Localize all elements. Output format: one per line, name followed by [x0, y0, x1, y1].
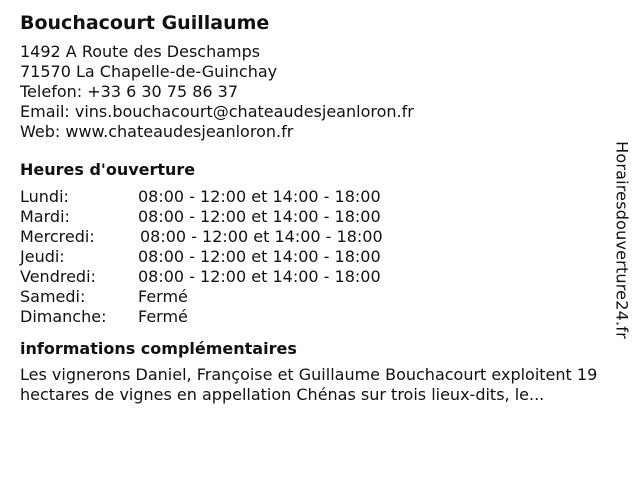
hours-row-monday — [20, 187, 612, 207]
day-hours: 08:00 - 12:00 et 14:00 - 18:00 — [138, 207, 381, 226]
info-title: informations complémentaires — [20, 339, 297, 358]
day-hours: 08:00 - 12:00 et 14:00 - 18:00 — [138, 187, 381, 206]
hours-row-tuesday — [20, 207, 612, 227]
day-label: Mardi: — [20, 207, 70, 226]
address-line-2: 71570 La Chapelle-de-Guinchay — [20, 62, 278, 81]
day-hours: 08:00 - 12:00 et 14:00 - 18:00 — [138, 247, 381, 266]
hours-table — [20, 187, 612, 327]
day-hours: 08:00 - 12:00 et 14:00 - 18:00 — [138, 267, 381, 286]
day-label: Mercredi: — [20, 227, 95, 246]
info-text: Les vignerons Daniel, Françoise et Guillaume Bouchacourt exploitent 19 hectares de vignes en appellation Chénas sur trois lieux-dits, le... — [20, 365, 598, 404]
day-hours: 08:00 - 12:00 et 14:00 - 18:00 — [140, 227, 383, 246]
web-line: Web: www.chateaudesjeanloron.fr — [20, 122, 294, 141]
business-name: Bouchacourt Guillaume — [20, 12, 270, 34]
hours-row-saturday — [20, 287, 612, 307]
day-label: Lundi: — [20, 187, 69, 206]
hours-title: Heures d'ouverture — [20, 160, 196, 179]
day-label: Vendredi: — [20, 267, 96, 286]
hours-row-sunday — [20, 307, 612, 327]
email-line: Email: vins.bouchacourt@chateaudesjeanloron.fr — [20, 102, 414, 121]
business-card — [20, 10, 612, 405]
address-line-1: 1492 A Route des Deschamps — [20, 42, 261, 61]
day-hours: Fermé — [138, 287, 188, 306]
day-label: Jeudi: — [20, 247, 65, 266]
hours-row-friday — [20, 267, 612, 287]
day-label: Dimanche: — [20, 307, 107, 326]
day-hours: Fermé — [138, 307, 188, 326]
hours-row-thursday — [20, 247, 612, 267]
hours-row-wednesday — [20, 227, 612, 247]
day-label: Samedi: — [20, 287, 86, 306]
watermark-text: Horairesdouverture24.fr — [612, 141, 632, 339]
contact-block — [20, 42, 612, 142]
phone-line: Telefon: +33 6 30 75 86 37 — [20, 82, 239, 101]
